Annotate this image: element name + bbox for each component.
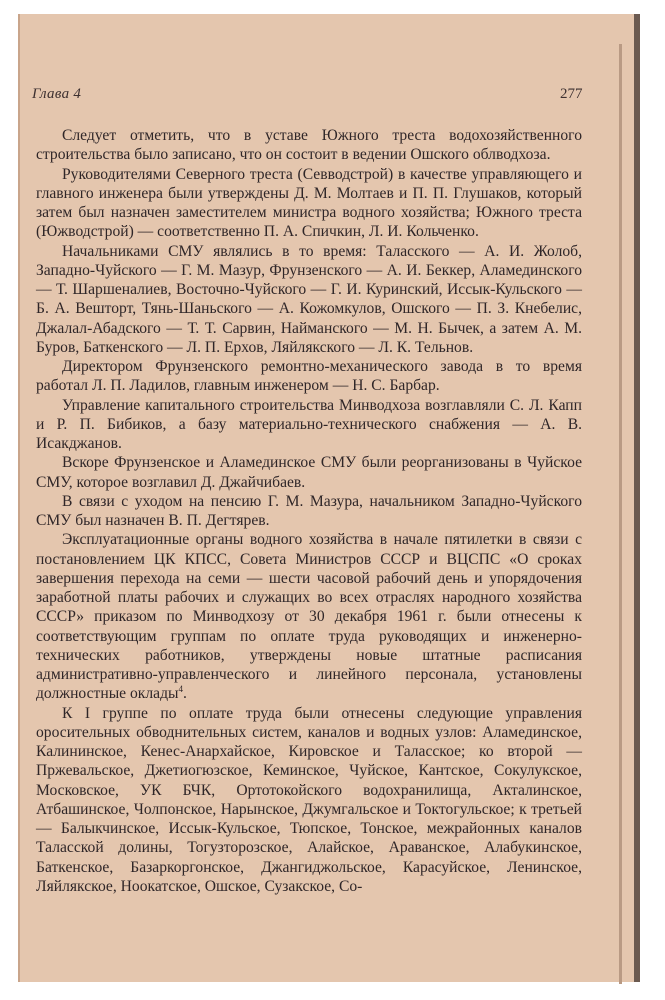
paragraph: Директором Фрунзенского ремонтно-механического завода в то время работал Л. П. Ладилов, главным инженером — Н. С. Барбар. (36, 358, 582, 395)
paragraph-text: Эксплуатационные органы водного хозяйства в начале пятилетки в связи с постановлением ЦК КПСС, Совета Министров СССР и ВЦСПС «О сроках завершения перехода на семи — шести часовой рабочий день и упорядочения заработной платы рабочих и служащих во всех отраслях народного хозяйства СССР» приказом по Минводхозу от 30 декабря 1961 г. были отнесены к соответствующим группам по оплате труда руководящих и инженерно-технических работников, утверждены новые штатные расписания административно-управленческого и линейного персонала, установлены должностные оклады (36, 531, 582, 703)
paragraph: Управление капитального строительства Минводхоза возглавляли С. Л. Капп и Р. П. Бибиков, а базу материально-технического снабжения — А. В. Исакджанов. (36, 396, 582, 452)
footnote-reference: 4 (178, 684, 183, 695)
paragraph: В связи с уходом на пенсию Г. М. Мазура, начальником Западно-Чуйского СМУ был назначен В. П. Дегтярев. (36, 492, 582, 529)
page-number: 277 (560, 86, 583, 102)
chapter-header: Глава 4 (32, 86, 82, 102)
paragraph: Руководителями Северного треста (Севводстрой) в качестве управляющего и главного инженера были утверждены Д. М. Молтаев и П. П. Глушаков, который затем был назначен заместителем министра водного хозяйства; Южного треста (Южводстрой) — соответственно П. А. Спичкин, Л. И. Кольченко. (36, 165, 582, 241)
body-text (36, 126, 582, 896)
paragraph: Вскоре Фрунзенское и Аламединское СМУ были реорганизованы в Чуйское СМУ, которое возглавил Д. Джайчибаев. (36, 454, 582, 491)
paragraph: Следует отметить, что в уставе Южного треста водохозяйственного строительства было записано, что он состоит в ведении Ошского облводхоза. (36, 127, 582, 164)
paragraph: Эксплуатационные органы водного хозяйства в начале пятилетки в связи с постановлением ЦК КПСС, Совета Министров СССР и ВЦСПС «О сроках завершения перехода на семи — шести часовой рабочий день и упорядочения заработной платы рабочих и служащих во всех отраслях народного хозяйства СССР» приказом по Минводхозу от 30 декабря 1961 г. были отнесены к соответствующим группам по оплате труда руководящих и инженерно-технических работников, утверждены новые штатные расписания административно-управленческого и линейного персонала, установлены должностные оклады$^4$. (36, 531, 582, 703)
page-edge-shadow (619, 44, 622, 984)
paragraph: К I группе по оплате труда были отнесены следующие управления оросительных обводнительных систем, каналов и водных узлов: Аламединское, Калининское, Кенес-Анархайское, Кировское и Таласское; ко второй — Пржевальское, Джетиогюзское, Кеминское, Чуйское, Кантское, Сокулукское, Московское, УК БЧК, Ортотокойского водохранилища, Акталинское, Атбашинское, Чолпонское, Нарынское, Джумгальское и Токтогульское; к третьей — Балыкчинское, Иссык-Кульское, Тюпское, Тонское, межрайонных каналов Таласской долины, Тогузторозское, Алайское, Араванское, Алабукинское, Баткенское, Базаркоргонское, Джангиджольское, Карасуйское, Ленинское, Ляйлякское, Ноокатское, Ошское, Сузакское, Со- (36, 704, 582, 895)
paragraph: Начальниками СМУ являлись в то время: Таласского — А. И. Жолоб, Западно-Чуйского — Г. М. Мазур, Фрунзенского — А. И. Беккер, Аламединского — Т. Шаршеналиев, Восточно-Чуйского — Г. И. Куринский, Иссык-Кульского — Б. А. Вешторт, Тянь-Шаньского — А. Кожомкулов, Ошского — П. З. Кнебелис, Джалал-Абадского — Т. Т. Сарвин, Найманского — М. Н. Бычек, а затем А. М. Буров, Баткенского — Л. П. Ерхов, Ляйлякского — Л. К. Тельнов. (36, 242, 582, 356)
